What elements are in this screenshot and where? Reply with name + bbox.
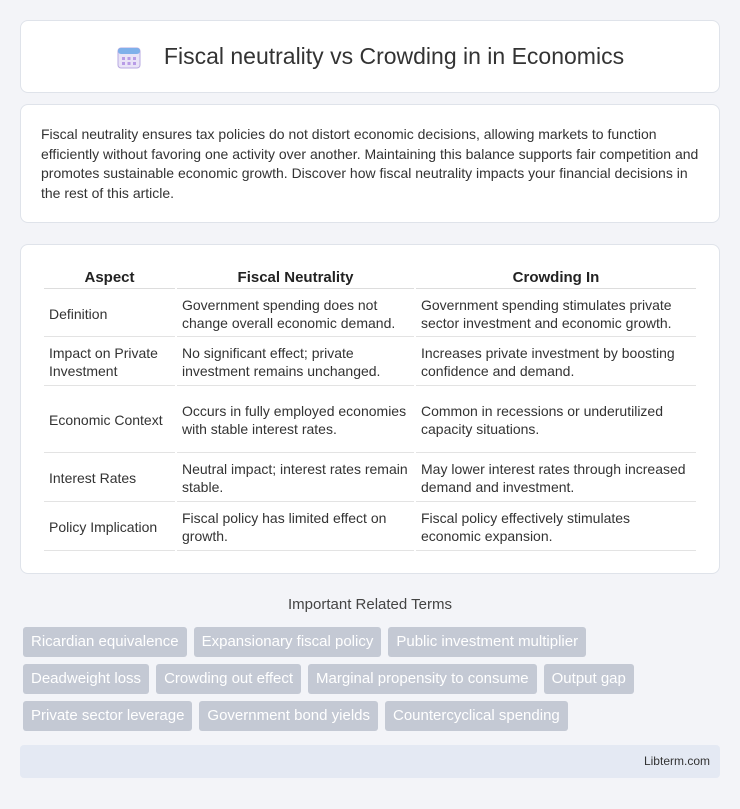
table-cell-fiscal-neutrality: Neutral impact; interest rates remain stable. [177,455,414,502]
related-term-tag[interactable]: Expansionary fiscal policy [194,627,382,657]
table-cell-fiscal-neutrality: Government spending does not change overall economic demand. [177,291,414,337]
table-cell-crowding-in: Government spending stimulates private sector investment and economic growth. [416,291,696,337]
column-header-aspect: Aspect [44,267,175,289]
related-term-tag[interactable]: Ricardian equivalence [23,627,187,657]
related-term-tag[interactable]: Deadweight loss [23,664,149,694]
header-card [20,20,720,93]
table-cell-crowding-in: Fiscal policy effectively stimulates economic expansion. [416,504,696,551]
table-cell-aspect: Economic Context [44,388,175,453]
related-term-tag[interactable]: Government bond yields [199,701,378,731]
table-cell-aspect: Impact on Private Investment [44,339,175,386]
table-cell-aspect: Interest Rates [44,455,175,502]
intro-text: Fiscal neutrality ensures tax policies do not distort economic decisions, allowing markets to function efficiently without favoring one activity over another. Maintaining this balance supports fair competition and promotes sustainable economic growth. Discover how fiscal neutrality impacts your financial decisions in the rest of this article. [41,126,699,201]
comparison-table-card [20,244,720,574]
related-term-tag[interactable]: Countercyclical spending [385,701,568,731]
related-term-tag[interactable]: Public investment multiplier [388,627,586,657]
column-header-fiscal-neutrality: Fiscal Neutrality [177,267,414,289]
related-terms-list [23,627,723,738]
page-title: Fiscal neutrality vs Crowding in in Economics [163,43,625,69]
tag-row [23,701,723,731]
comparison-table [42,265,698,553]
table-cell-fiscal-neutrality: Fiscal policy has limited effect on growth. [177,504,414,551]
related-term-tag[interactable]: Output gap [544,664,634,694]
table-cell-fiscal-neutrality: Occurs in fully employed economies with stable interest rates. [177,388,414,453]
table-row [44,339,696,386]
table-cell-aspect: Definition [44,291,175,337]
tag-row [23,627,723,657]
intro-card [20,104,720,223]
related-term-tag[interactable]: Marginal propensity to consume [308,664,537,694]
related-terms-title: Important Related Terms [288,596,452,613]
footer [20,745,720,778]
table-row [44,455,696,502]
table-cell-crowding-in: Increases private investment by boosting confidence and demand. [416,339,696,386]
table-header-row [44,267,696,289]
table-row [44,504,696,551]
table-row [44,388,696,453]
table-cell-aspect: Policy Implication [44,504,175,551]
related-term-tag[interactable]: Private sector leverage [23,701,192,731]
table-row [44,291,696,337]
column-header-crowding-in: Crowding In [416,267,696,289]
related-term-tag[interactable]: Crowding out effect [156,664,301,694]
table-cell-crowding-in: May lower interest rates through increased demand and investment. [416,455,696,502]
table-cell-crowding-in: Common in recessions or underutilized capacity situations. [416,388,696,453]
footer-link[interactable]: Libterm.com [643,754,710,768]
calendar-icon [116,44,142,70]
table-cell-fiscal-neutrality: No significant effect; private investment remains unchanged. [177,339,414,386]
tag-row [23,664,723,694]
